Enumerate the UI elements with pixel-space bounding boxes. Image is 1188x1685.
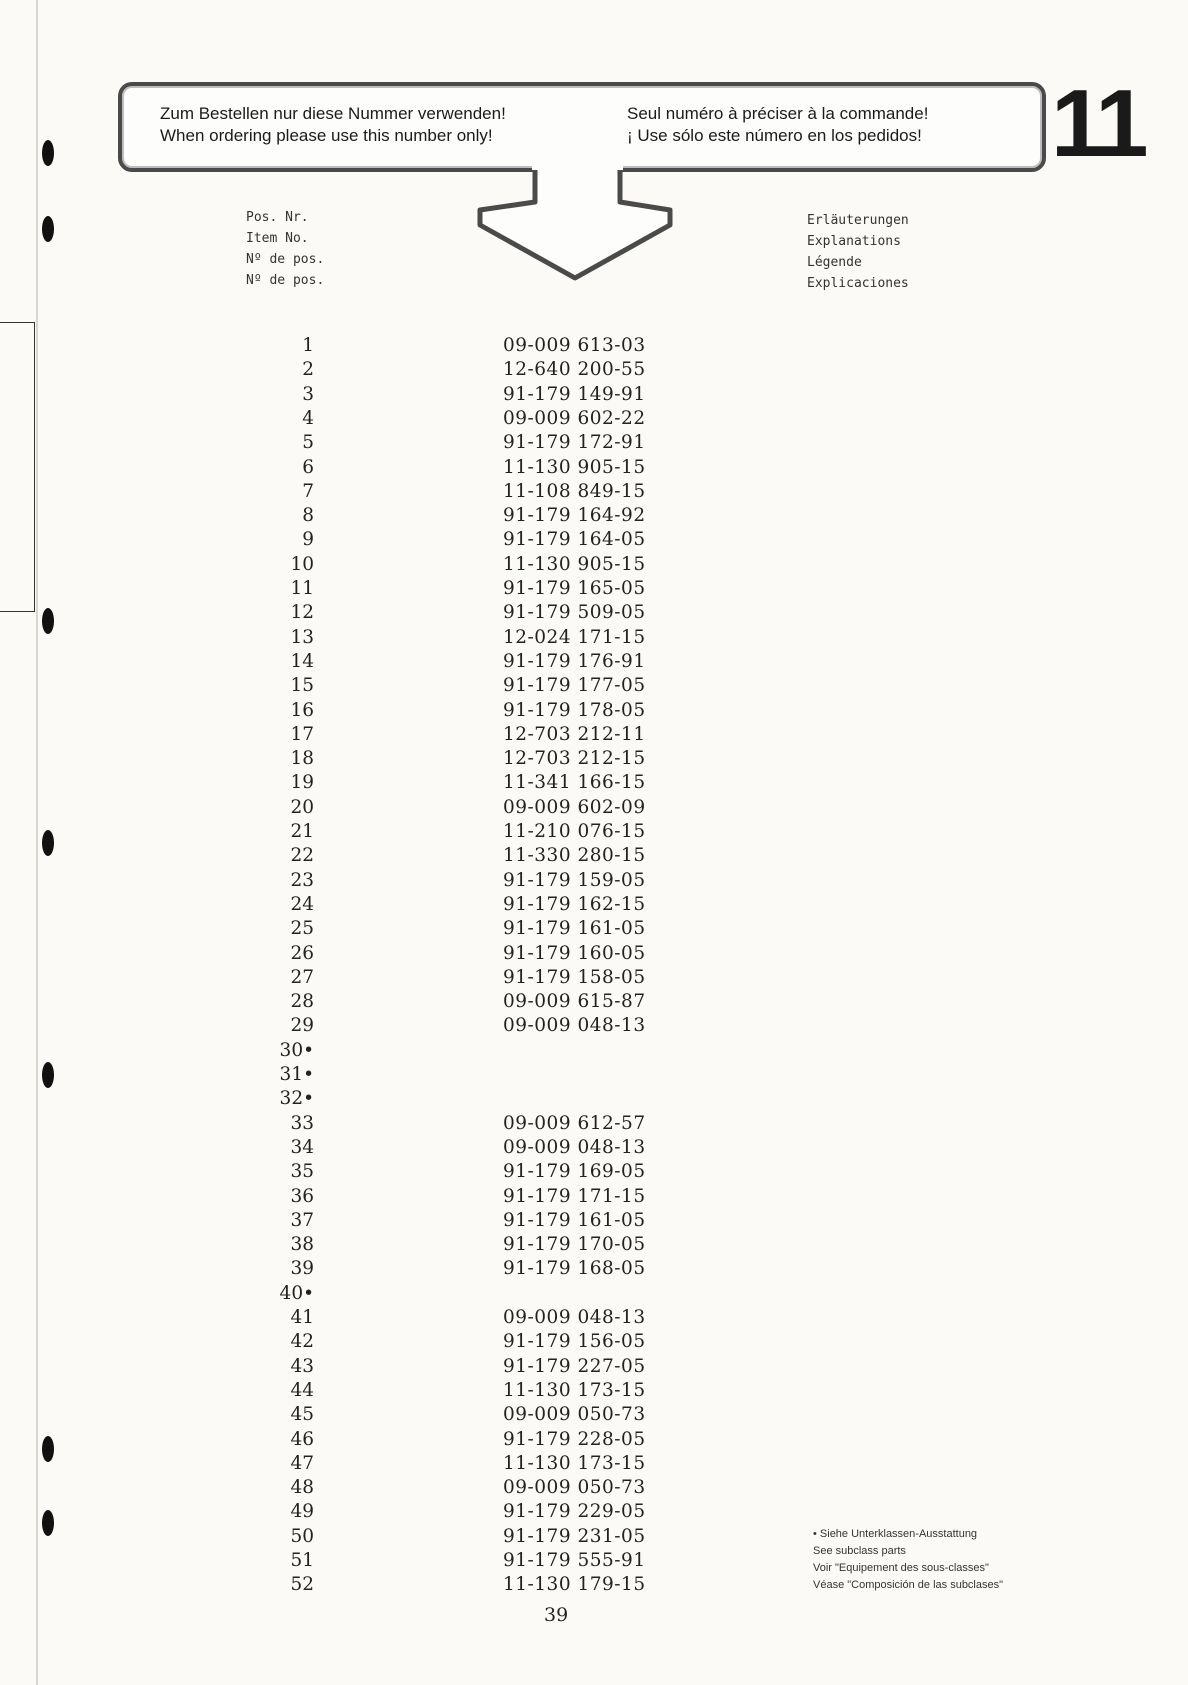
position-number: 32•	[279, 1088, 314, 1110]
header-line: Légende	[807, 255, 862, 270]
part-number: 91-179 171-15	[503, 1185, 646, 1207]
position-number: 1	[302, 335, 314, 356]
position-number: 26	[290, 942, 314, 964]
table-row	[0, 844, 1188, 868]
position-number: 50	[290, 1525, 314, 1547]
header-line: Pos. Nr.	[246, 210, 309, 225]
footnote-line: See subclass parts	[813, 1545, 906, 1557]
ordering-note-right	[627, 103, 928, 147]
part-number: 91-179 172-91	[503, 432, 646, 454]
position-number: 36	[290, 1185, 314, 1207]
table-row	[0, 383, 1188, 407]
position-number: 11	[290, 578, 314, 599]
part-number: 11-130 173-15	[503, 1379, 646, 1401]
ordering-note-german: Zum Bestellen nur diese Nummer verwenden!	[160, 104, 506, 123]
table-row	[0, 456, 1188, 480]
position-number: 20	[290, 796, 314, 818]
table-row	[0, 1500, 1188, 1524]
part-number: 09-009 602-22	[503, 407, 646, 429]
table-row	[0, 723, 1188, 747]
table-row	[0, 650, 1188, 674]
position-number: 38	[290, 1234, 314, 1256]
header-line: Explanations	[807, 234, 901, 249]
part-number: 09-009 612-57	[503, 1112, 646, 1134]
part-number: 12-703 212-11	[503, 723, 646, 745]
part-number: 09-009 048-13	[503, 1307, 646, 1328]
table-row	[0, 1306, 1188, 1330]
part-number: 91-179 164-05	[503, 529, 646, 551]
part-number: 09-009 050-73	[503, 1404, 646, 1426]
punch-hole	[42, 140, 54, 166]
header-line: Nº de pos.	[246, 273, 325, 288]
position-number: 34	[290, 1136, 314, 1158]
table-row	[0, 747, 1188, 771]
part-number: 91-179 161-05	[503, 918, 646, 940]
part-number: 09-009 602-09	[503, 796, 646, 818]
part-number: 11-341 166-15	[503, 772, 646, 794]
part-number: 91-179 509-05	[503, 602, 646, 624]
table-row	[0, 893, 1188, 917]
table-row	[0, 796, 1188, 820]
part-number: 91-179 178-05	[503, 699, 646, 721]
position-number: 19	[290, 772, 314, 794]
table-row	[0, 577, 1188, 601]
position-number: 27	[290, 966, 314, 988]
part-number: 11-130 905-15	[503, 456, 646, 478]
part-number: 91-179 160-05	[503, 942, 646, 964]
table-row	[0, 1087, 1188, 1111]
table-row	[0, 942, 1188, 966]
part-number: 09-009 048-13	[503, 1136, 646, 1158]
part-number: 91-179 159-05	[503, 869, 646, 891]
subclass-footnote	[813, 1526, 1003, 1594]
table-row	[0, 480, 1188, 504]
part-number: 91-179 176-91	[503, 650, 646, 672]
header-line: Nº de pos.	[246, 252, 325, 267]
position-number: 8	[302, 505, 314, 527]
position-number: 51	[290, 1550, 314, 1571]
table-row	[0, 1112, 1188, 1136]
table-row	[0, 1525, 1188, 1549]
footnote-line: • Siehe Unterklassen-Ausstattung	[813, 1528, 978, 1540]
part-number: 91-179 169-05	[503, 1161, 646, 1183]
header-line: Explicaciones	[807, 276, 909, 291]
part-number: 91-179 168-05	[503, 1258, 646, 1280]
position-number: 14	[290, 650, 314, 672]
punch-hole	[42, 216, 54, 242]
table-row	[0, 431, 1188, 455]
part-number: 11-108 849-15	[503, 480, 646, 502]
table-row	[0, 699, 1188, 723]
position-number: 10	[290, 553, 314, 575]
position-number: 3	[302, 383, 314, 405]
position-number: 42	[290, 1331, 314, 1353]
table-row	[0, 1282, 1188, 1306]
part-number: 91-179 555-91	[503, 1550, 646, 1571]
down-arrow-icon	[460, 150, 690, 290]
table-row	[0, 1355, 1188, 1379]
position-number: 48	[290, 1477, 314, 1499]
part-number: 11-130 179-15	[503, 1574, 646, 1596]
part-number: 11-130 173-15	[503, 1452, 646, 1474]
table-row	[0, 504, 1188, 528]
table-row	[0, 601, 1188, 625]
table-row	[0, 917, 1188, 941]
position-number: 52	[290, 1574, 314, 1596]
part-number: 91-179 161-05	[503, 1209, 646, 1231]
part-number: 09-009 615-87	[503, 991, 646, 1013]
position-number-header	[246, 207, 324, 291]
table-row	[0, 1573, 1188, 1597]
position-number: 4	[302, 407, 314, 429]
table-row	[0, 1233, 1188, 1257]
table-row	[0, 626, 1188, 650]
position-number: 9	[302, 529, 314, 551]
table-row	[0, 869, 1188, 893]
position-number: 18	[290, 748, 314, 770]
position-number: 41	[290, 1307, 314, 1328]
table-row	[0, 771, 1188, 795]
position-number: 24	[290, 893, 314, 915]
position-number: 40•	[279, 1282, 314, 1304]
part-number: 91-179 164-92	[503, 505, 646, 527]
table-row	[0, 528, 1188, 552]
table-row	[0, 1330, 1188, 1354]
table-row	[0, 1549, 1188, 1573]
footnote-line: Véase "Composición de las subclases"	[813, 1579, 1004, 1591]
position-number: 6	[302, 456, 314, 478]
table-row	[0, 1403, 1188, 1427]
position-number: 31•	[279, 1064, 314, 1085]
table-row	[0, 1136, 1188, 1160]
table-row	[0, 820, 1188, 844]
part-number: 09-009 613-03	[503, 335, 646, 356]
table-row	[0, 1014, 1188, 1038]
ordering-note-left	[160, 103, 506, 147]
position-number: 5	[302, 432, 314, 454]
header-line: Item No.	[246, 231, 309, 246]
table-row	[0, 1160, 1188, 1184]
position-number: 15	[290, 675, 314, 697]
part-number: 91-179 162-15	[503, 893, 646, 915]
table-row	[0, 1379, 1188, 1403]
part-number: 91-179 156-05	[503, 1331, 646, 1353]
part-number: 11-330 280-15	[503, 845, 646, 867]
position-number: 29	[290, 1015, 314, 1037]
position-number: 13	[290, 626, 314, 648]
part-number: 91-179 227-05	[503, 1355, 646, 1377]
position-number: 23	[290, 869, 314, 891]
page-number-footer: 39	[544, 1604, 569, 1626]
position-number: 49	[290, 1501, 314, 1523]
part-number: 91-179 229-05	[503, 1501, 646, 1523]
position-number: 7	[302, 480, 314, 502]
part-number: 12-024 171-15	[503, 626, 646, 648]
table-row	[0, 1257, 1188, 1281]
table-row	[0, 407, 1188, 431]
part-number: 91-179 165-05	[503, 578, 646, 599]
position-number: 33	[290, 1112, 314, 1134]
table-row	[0, 674, 1188, 698]
part-number: 12-640 200-55	[503, 359, 646, 381]
position-number: 17	[290, 723, 314, 745]
table-row	[0, 1476, 1188, 1500]
table-row	[0, 553, 1188, 577]
table-row	[0, 1039, 1188, 1063]
ordering-note-english: When ordering please use this number only!	[160, 126, 493, 145]
position-number: 2	[302, 359, 314, 381]
table-row	[0, 1063, 1188, 1087]
table-row	[0, 1428, 1188, 1452]
explanations-header	[807, 210, 909, 294]
part-number: 91-179 228-05	[503, 1428, 646, 1450]
position-number: 45	[290, 1404, 314, 1426]
position-number: 37	[290, 1209, 314, 1231]
part-number: 11-130 905-15	[503, 553, 646, 575]
part-number: 91-179 231-05	[503, 1525, 646, 1547]
table-row	[0, 966, 1188, 990]
footnote-line: Voir "Equipement des sous-classes"	[813, 1562, 989, 1574]
part-number: 91-179 149-91	[503, 383, 646, 405]
position-number: 47	[290, 1452, 314, 1474]
part-number: 91-179 170-05	[503, 1234, 646, 1256]
position-number: 16	[290, 699, 314, 721]
position-number: 39	[290, 1258, 314, 1280]
part-number: 91-179 158-05	[503, 966, 646, 988]
position-number: 35	[290, 1161, 314, 1183]
position-number: 46	[290, 1428, 314, 1450]
position-number: 12	[290, 602, 314, 624]
table-row	[0, 1185, 1188, 1209]
position-number: 44	[290, 1379, 314, 1401]
part-number: 91-179 177-05	[503, 675, 646, 697]
section-number: 11	[1051, 70, 1145, 177]
ordering-note-french: Seul numéro à préciser à la commande!	[627, 104, 929, 123]
part-number: 09-009 050-73	[503, 1477, 646, 1499]
table-row	[0, 1452, 1188, 1476]
position-number: 22	[290, 845, 314, 867]
table-row	[0, 358, 1188, 382]
part-number: 09-009 048-13	[503, 1015, 646, 1037]
table-row	[0, 1209, 1188, 1233]
position-number: 25	[290, 918, 314, 940]
position-number: 28	[290, 991, 314, 1013]
part-number: 12-703 212-15	[503, 748, 646, 770]
part-number: 11-210 076-15	[503, 821, 646, 842]
position-number: 43	[290, 1355, 314, 1377]
table-row	[0, 334, 1188, 358]
position-number: 21	[290, 821, 314, 842]
ordering-note-spanish: ¡ Use sólo este número en los pedidos!	[627, 126, 922, 145]
header-line: Erläuterungen	[807, 213, 909, 228]
table-row	[0, 990, 1188, 1014]
position-number: 30•	[279, 1039, 314, 1061]
